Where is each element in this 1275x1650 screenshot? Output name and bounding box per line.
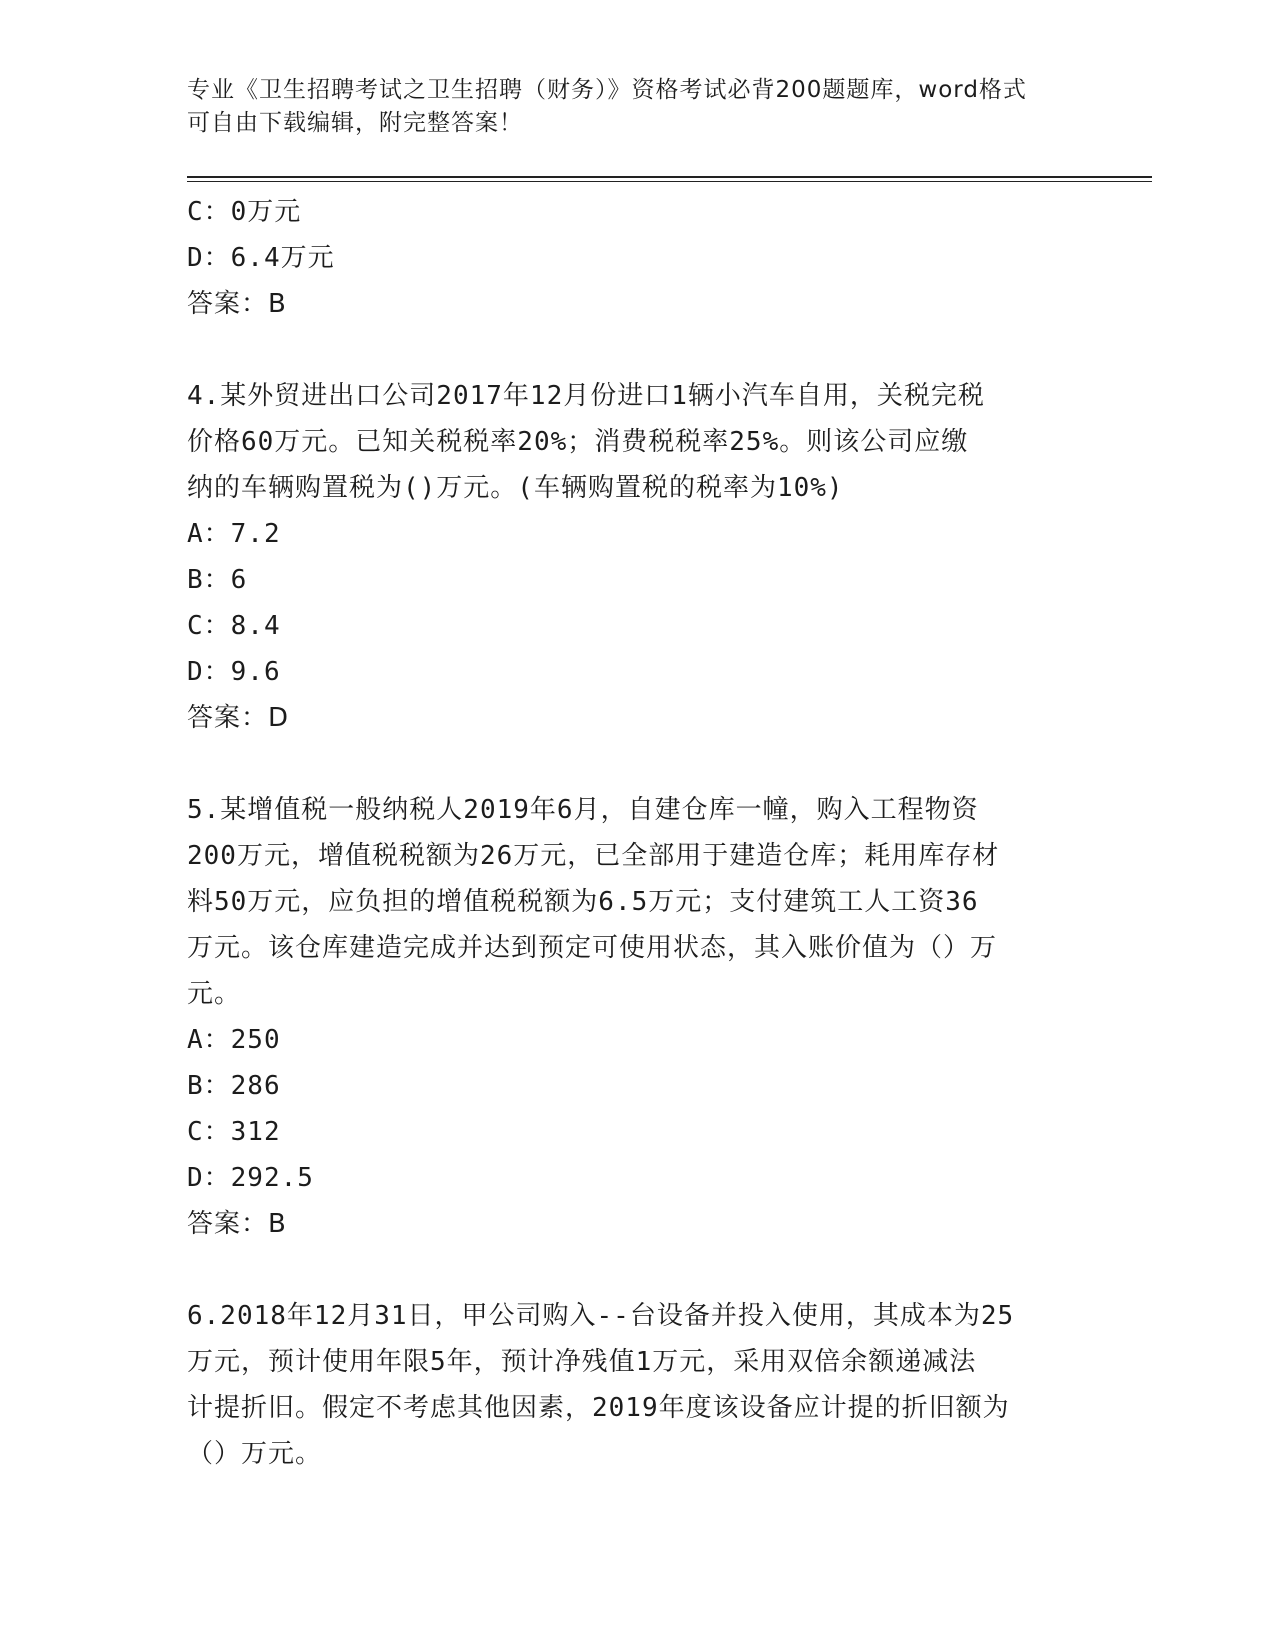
- question-5-block: [187, 787, 1087, 1247]
- option-d: D：6.4万元: [187, 243, 335, 273]
- question-6-text-line-4: （）万元。: [187, 1439, 323, 1469]
- question-5-text-line-4: 万元。该仓库建造完成并达到预定可使用状态，其入账价值为（）万: [187, 933, 998, 963]
- question-4-text-line-3: 纳的车辆购置税为()万元。(车辆购置税的税率为10%): [187, 473, 844, 503]
- option-a: A：250: [187, 1025, 281, 1055]
- answer-line: 答案：D: [187, 703, 290, 733]
- question-5-text-line-2: 200万元，增值税税额为26万元，已全部用于建造仓库；耗用库存材: [187, 841, 1000, 871]
- option-b: B：6: [187, 565, 248, 595]
- spacer: [187, 741, 1087, 787]
- question-5-text-line-1: 5.某增值税一般纳税人2019年6月，自建仓库一幢，购入工程物资: [187, 795, 979, 825]
- question-6-block: [187, 1293, 1087, 1477]
- question-4-text-line-1: 4.某外贸进出口公司2017年12月份进口1辆小汽车自用，关税完税: [187, 381, 985, 411]
- answer-line: 答案：B: [187, 1209, 287, 1239]
- header-title-line-1: 专业《卫生招聘考试之卫生招聘（财务）》资格考试必背200题题库，word格式: [187, 77, 1027, 103]
- header-title-line-2: 可自由下载编辑，附完整答案！: [187, 110, 523, 136]
- question-5-text-line-3: 料50万元，应负担的增值税税额为6.5万元；支付建筑工人工资36: [187, 887, 979, 917]
- answer-line: 答案：B: [187, 289, 287, 319]
- question-4-block: [187, 373, 1087, 741]
- option-a: A：7.2: [187, 519, 281, 549]
- question-4-text-line-2: 价格60万元。已知关税税率20%；消费税税率25%。则该公司应缴: [187, 427, 969, 457]
- option-b: B：286: [187, 1071, 281, 1101]
- document-header: [187, 74, 1087, 140]
- option-c: C：8.4: [187, 611, 281, 641]
- header-divider-thick: [187, 176, 1152, 178]
- option-d: D：292.5: [187, 1163, 314, 1193]
- spacer: [187, 1247, 1087, 1293]
- option-c: C：312: [187, 1117, 281, 1147]
- question-6-text-line-2: 万元，预计使用年限5年，预计净残值1万元，采用双倍余额递减法: [187, 1347, 977, 1377]
- question-6-text-line-3: 计提折旧。假定不考虑其他因素，2019年度该设备应计提的折旧额为: [187, 1393, 1010, 1423]
- spacer: [187, 327, 1087, 373]
- option-d: D：9.6: [187, 657, 281, 687]
- question-5-text-line-5: 元。: [187, 979, 242, 1009]
- document-body: [187, 189, 1087, 1477]
- previous-question-block: [187, 189, 1087, 327]
- question-6-text-line-1: 6.2018年12月31日，甲公司购入--台设备并投入使用，其成本为25: [187, 1301, 1015, 1331]
- option-c: C：0万元: [187, 197, 302, 227]
- header-divider-thin: [187, 181, 1152, 182]
